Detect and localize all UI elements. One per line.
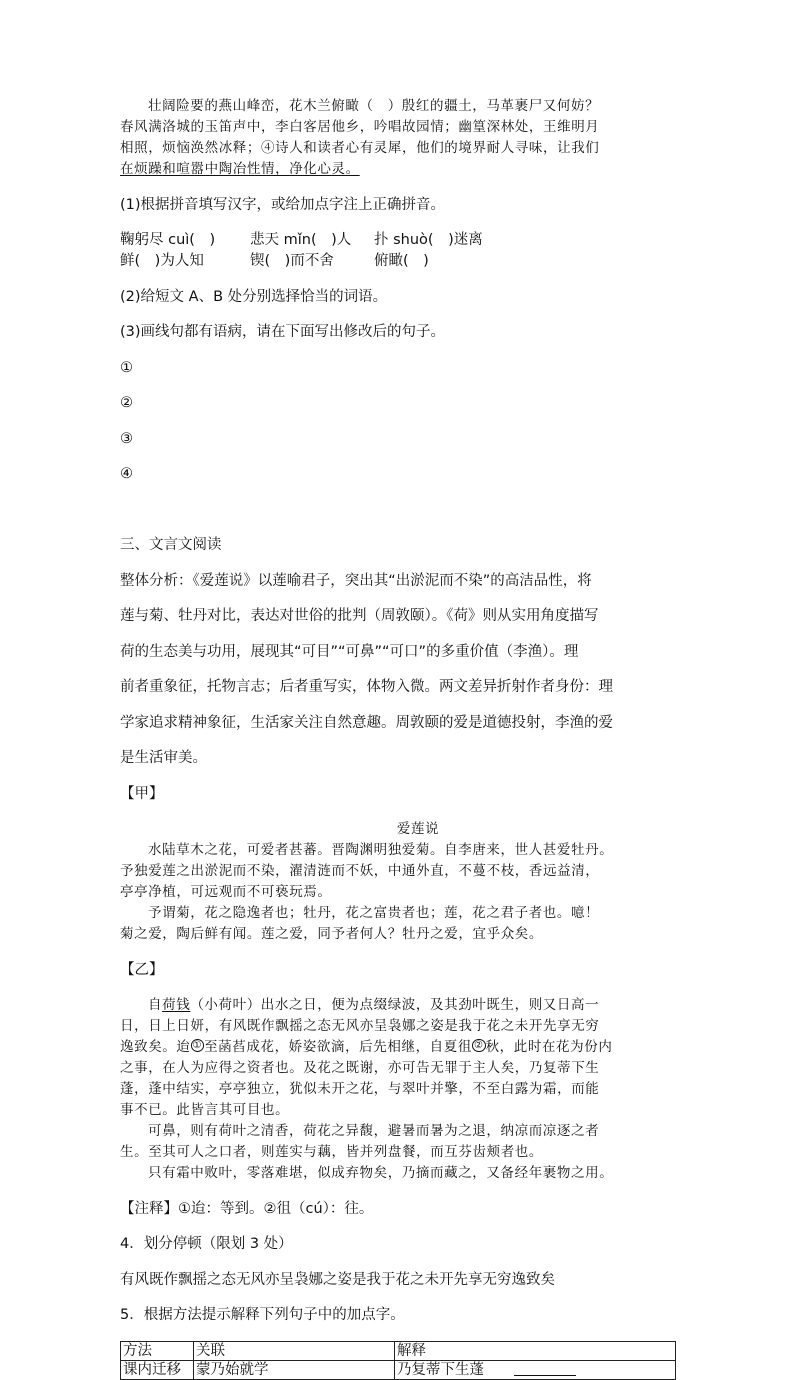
question-2: (2)给短文 A、B 处分别选择恰当的词语。	[120, 288, 388, 305]
underlined-word: 荷钱	[162, 997, 191, 1013]
pinyin-row-1	[120, 230, 676, 251]
question-1: (1)根据拼音填写汉字，或给加点字注上正确拼音。	[120, 196, 446, 213]
question-4-sentence: 有风既作飘摇之态无风亦呈袅娜之姿是我于花之未开先享无穷逸致矣	[120, 1271, 555, 1288]
analysis-line: 莲与菊、牡丹对比，表达对世俗的批判（周敦颐）。《荷》则从实用角度描写	[120, 608, 599, 624]
table-cell: 乃复蒂下生蓬	[395, 1360, 676, 1379]
table-header: 解释	[395, 1341, 676, 1360]
text-line: 自荷钱（小荷叶）出水之日，便为点缀绿波，及其劲叶既生，则又日高一	[148, 997, 600, 1013]
text-line: 逸致矣。迨 ① 至菡萏成花，娇姿欲滴，后先相继，自夏徂 ② 秋，此时在花为份内	[120, 1039, 613, 1055]
table-cell: 蒙乃始就学	[194, 1360, 395, 1379]
pinyin-item: 锲( )而不舍	[250, 253, 334, 269]
analysis-line: 学家追求精神象征，生活家关注自然意趣。周敦颐的爱是道德投射，李渔的爱	[120, 714, 613, 731]
answer-line: ③	[120, 430, 133, 447]
answer-line: ④	[120, 466, 133, 482]
question-5-title: 5．根据方法提示解释下列句子中的加点字。	[120, 1307, 405, 1323]
pinyin-item: 鞠躬尽 cuì( )	[120, 232, 216, 248]
question-3: (3)画线句都有语病，请在下面写出修改后的句子。	[120, 324, 446, 340]
answer-line: ②	[120, 395, 133, 411]
table-cell: 课内迁移	[121, 1360, 194, 1379]
text-label-yi: 【乙】	[120, 961, 164, 978]
text-line: 事不已。此皆言其可目也。	[120, 1102, 290, 1118]
table-row	[121, 1360, 676, 1379]
table-header: 方法	[121, 1341, 194, 1360]
text-line: 水陆草木之花，可爱者甚蕃。晋陶渊明独爱菊。自李唐来，世人甚爱牡丹。	[148, 842, 614, 858]
answer-blank[interactable]	[514, 1361, 576, 1376]
underlined-sentence: 在烦躁和喧嚣中陶冶性情，净化心灵。	[120, 161, 360, 177]
analysis-line: 整体分析：《爱莲说》以莲喻君子，突出其“出淤泥而不染”的高洁品性，将	[120, 572, 592, 589]
pinyin-item: 悲天 mǐn( )人	[250, 232, 352, 248]
text-line: 菊之爱，陶后鲜有闻。莲之爱，同予者何人？牡丹之爱，宜乎众矣。	[120, 926, 543, 942]
answer-table	[120, 1341, 676, 1380]
text-label-jia: 【甲】	[120, 785, 164, 802]
analysis-line: 前者重象征，托物言志；后者重写实，体物入微。两文差异折射作者身份：理	[120, 679, 613, 695]
footnote-marker: ②	[473, 1040, 484, 1051]
table-header-row	[121, 1341, 676, 1360]
notes: 【注释】①迨：等到。②徂（cú）：往。	[120, 1200, 374, 1217]
text-line: 之事，在人为应得之资者也。及花之既谢，亦可告无罪于主人矣，乃复蒂下生	[120, 1060, 600, 1076]
answer-line: ①	[120, 359, 133, 376]
passage-line: 相照，烦恼涣然冰释；④诗人和读者心有灵犀，他们的境界耐人寻味，让我们	[120, 140, 600, 156]
analysis-line: 荷的生态美与功用，展现其“可目”“可鼻”“可口”的多重价值（李渔）。理	[120, 643, 579, 660]
text-line: 予独爱莲之出淤泥而不染，濯清涟而不妖，中通外直，不蔓不枝，香远益清，	[120, 863, 600, 879]
section-heading: 三、文言文阅读	[120, 537, 222, 553]
question-4-title: 4．划分停顿（限划 3 处）	[120, 1236, 293, 1252]
pinyin-item: 扑 shuò( )迷离	[374, 232, 483, 248]
text-line: 只有霜中败叶，零落难堪，似成弃物矣，乃摘而藏之，又备经年裹物之用。	[148, 1165, 614, 1181]
passage-line: 春风满洛城的玉笛声中，李白客居他乡，吟唱故园情；幽篁深林处，王维明月	[120, 119, 600, 135]
text-line: 予谓菊，花之隐逸者也；牡丹，花之富贵者也；莲，花之君子者也。噫！	[148, 905, 600, 921]
text-line: 生。至其可人之口者，则莲实与藕，皆并列盘餐，而互芬齿颊者也。	[120, 1144, 543, 1160]
text-line: 可鼻，则有荷叶之清香，荷花之异馥，避暑而暑为之退，纳凉而凉逐之者	[148, 1123, 600, 1139]
text-line: 日，日上日妍，有风既作飘摇之态无风亦呈袅娜之姿是我于花之未开先享无穷	[120, 1018, 600, 1034]
document-page	[120, 96, 676, 1380]
text-line: 蓬，蓬中结实，亭亭独立，犹似未开之花，与翠叶并擎，不至白露为霜，而能	[120, 1081, 600, 1097]
table-header: 关联	[194, 1341, 395, 1360]
analysis-line: 是生活审美。	[120, 750, 207, 766]
pinyin-row-2	[120, 251, 676, 272]
pinyin-item: 鲜( )为人知	[120, 253, 204, 269]
text-line: 亭亭净植，可远观而不可亵玩焉。	[120, 884, 332, 900]
pinyin-item: 俯瞰( )	[374, 253, 429, 269]
footnote-marker: ①	[192, 1040, 203, 1051]
text-title: 爱莲说	[396, 821, 440, 837]
passage-line: 壮阔险要的燕山峰峦，花木兰俯瞰（ ）殷红的疆土，马革裹尸又何妨？	[148, 98, 600, 114]
